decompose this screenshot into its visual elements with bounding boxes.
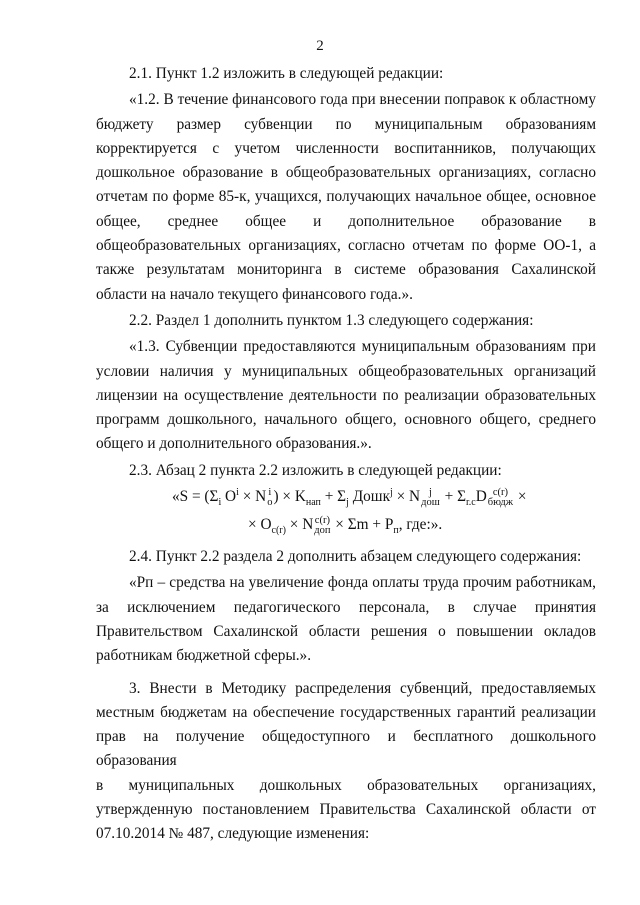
paragraph-pp-line-2: за исключением педагогического персонала, в случае принятия [96,598,596,616]
paragraph-3-part-3: утвержденную постановлением Правительства Сахалинской области от 07.10.2014 № 487, следующие изменения: [96,801,596,843]
paragraph-1-3-text: «1.3. Субвенции предоставляются муниципальным образованиям при условии наличия у муниципальных общеобразовательных организаций лицензии на осуществление деятельности по реализации образовательных программ дошкольного, начального общего, основного общего, среднего общего и дополнительного образования.». [96,338,596,453]
paragraph-1-2-text: «1.2. В течение финансового года при внесении поправок к областному бюджету размер субвенции по муниципальным образованиям корректируется с учетом численности воспитанников, получающих дошкольное образование в общеобразовательных организациях, согласно отчетам по форме 85-к, учащихся, получающих начальное общее, основное общее, среднее общее и дополнительное образование в общеобразовательных организациях, согласно отчетам по форме ОО-1, а также результатам мониторинга в системе образования Сахалинской области на начало текущего финансового года.». [96,91,596,303]
paragraph-2-1: 2.1. Пункт 1.2 изложить в следующей редакции: [129,65,444,82]
formula-line-1: «$S = (\Sigma_i$ $O^i \times N$ i о ) × $K_{нап} + \Sigma_j$ Дошк$^j$ × N j дош + $\Sigma_{r.c}D$ c(r) бюдж × [172,486,527,509]
paragraph-pp-line-3: Правительством Сахалинской области решения о повышении окладов работникам бюджетной сферы.». [96,622,596,665]
page-number: 2 [316,38,324,54]
paragraph-2-3: 2.3. Абзац 2 пункта 2.2 изложить в следующей редакции: [129,461,502,479]
document-body [96,62,596,847]
paragraph-2-2: 2.2. Раздел 1 дополнить пунктом 1.3 следующего содержания: [129,311,534,329]
formula-line-2: × $O_{c(r)} \times N$ c(r) доп × $\Sigma m + P_п$, где:». [248,514,443,537]
paragraph-2-4: 2.4. Пункт 2.2 раздела 2 дополнить абзацем следующего содержания: [129,548,582,566]
formula-s [96,483,596,539]
paragraph-3-part-2: в муниципальных дошкольных образовательных организациях, [96,776,596,794]
paragraph-pp-line-1: «Pп – средства на увеличение фонда оплаты труда прочим работникам, [129,574,596,592]
paragraph-3-part-1: 3. Внести в Методику распределения субвенций, предоставляемых местным бюджетам на обеспечение государственных гарантий реализации прав на получение общедоступного и бесплатного дошкольного образования [96,679,596,770]
